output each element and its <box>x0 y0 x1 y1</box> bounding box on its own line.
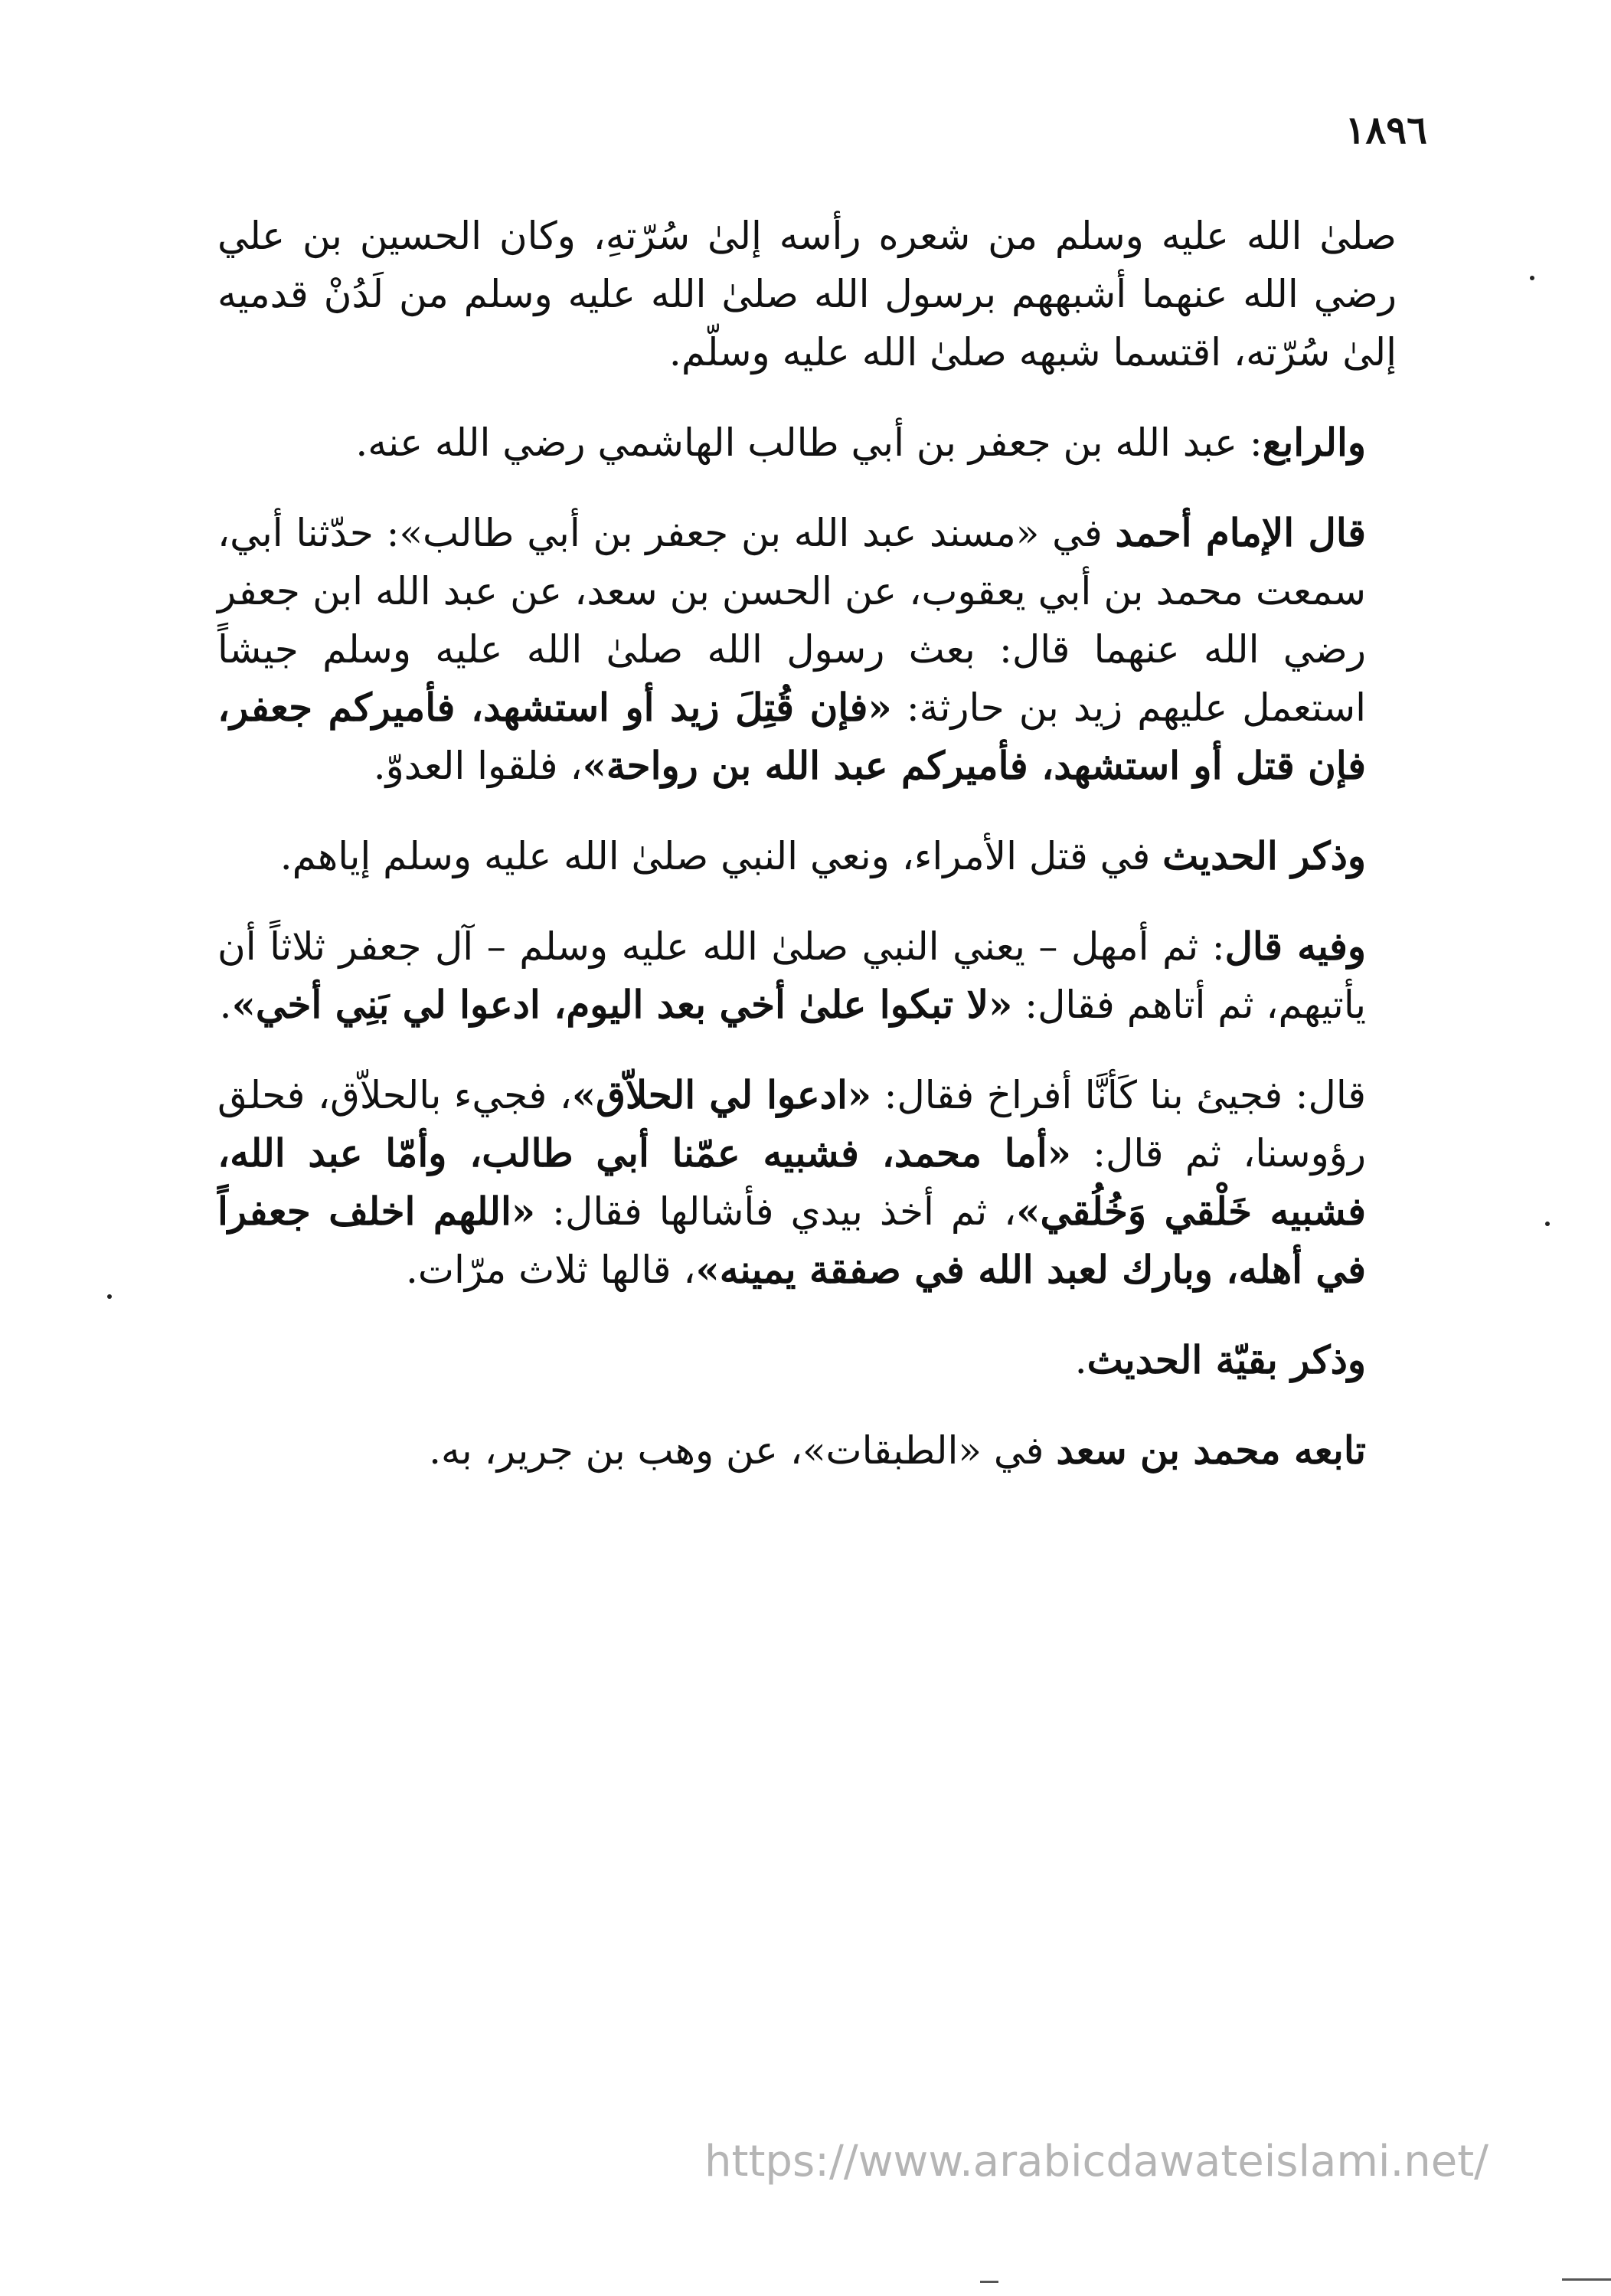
bold-run: وذكر الحديث <box>1162 833 1366 878</box>
bold-run: وذكر بقيّة الحديث <box>1087 1337 1366 1382</box>
bold-run: «ادعوا لي الحلاّق» <box>571 1072 872 1117</box>
paragraph-2 <box>217 414 1397 472</box>
text-run: ، فجيء بالحلاّق، فحلق رؤوسنا، ثم قال: <box>217 1073 1366 1176</box>
scan-edge-line <box>1562 2278 1611 2281</box>
bold-run: وفيه قال <box>1224 924 1367 969</box>
text-run: . <box>1074 1338 1087 1382</box>
scan-edge-line <box>980 2281 998 2283</box>
bold-run: والرابع <box>1262 420 1366 465</box>
text-run: قال: فجيئ بنا كَأنَّا أفراخ فقال: <box>871 1073 1366 1117</box>
bold-run: «فإن قُتِلَ زيد أو استشهد، فأميركم جعفر، فإن قتل أو استشهد، فأميركم عبد الله بن رواحة» <box>217 685 1366 788</box>
text-run: : ثم أمهل – يعني النبي صلىٰ الله عليه وسلم – آل جعفر ثلاثاً أن يأتيهم، ثم أتاهم فقال: <box>217 924 1366 1027</box>
text-run: ، قالها ثلاث مرّات. <box>405 1248 696 1292</box>
page-number: ١٨٩٦ <box>1345 107 1427 152</box>
text-run: . <box>219 983 232 1027</box>
bold-run: «لا تبكوا علىٰ أخي بعد اليوم، ادعوا لي بَنِي أخي» <box>231 982 1013 1027</box>
scan-speck <box>107 1294 112 1299</box>
paragraph-7 <box>217 1331 1397 1389</box>
paragraph-4 <box>217 827 1397 885</box>
paragraph-6 <box>217 1066 1397 1299</box>
bold-run: «أما محمد، فشبيه عمّنا أبي طالب، وأمّا عبد الله، فشبيه خَلْقي وَخُلُقي» <box>217 1130 1366 1234</box>
text-run: ، فلقوا العدوّ. <box>373 744 583 788</box>
bold-run: «اللهم اخلف جعفراً في أهله، وبارك لعبد الله في صفقة يمينه» <box>217 1189 1366 1292</box>
paragraph-8 <box>217 1421 1397 1480</box>
paragraph-1 <box>217 207 1397 381</box>
text-run: في «الطبقات»، عن وهب بن جرير، به. <box>429 1428 1057 1473</box>
scan-speck <box>1545 1222 1550 1226</box>
text-run: في «مسند عبد الله بن جعفر بن أبي طالب»: حدّثنا أبي، سمعت محمد بن أبي يعقوب، عن الحسن بن سعد، عن عبد الله ابن جعفر رضي الله عنهما قال: بعث رسول الله صلىٰ الله عليه وسلم جيشاً استعمل عليهم زيد بن حارثة: <box>217 511 1366 730</box>
paragraph-5 <box>217 917 1397 1034</box>
text-run: صلىٰ الله عليه وسلم من شعره رأسه إلىٰ سُرّتهِ، وكان الحسين بن علي رضي الله عنهما أشبههم برسول الله صلىٰ الله عليه وسلم من لَدُنْ قدميه إلىٰ سُرّته، اقتسما شبهه صلىٰ الله عليه وسلّم. <box>217 214 1397 374</box>
text-run: ، ثم أخذ بيدي فأشالها فقال: <box>535 1189 1017 1234</box>
bold-run: تابعه محمد بن سعد <box>1056 1428 1366 1473</box>
text-run: : عبد الله بن جعفر بن أبي طالب الهاشمي رضي الله عنه. <box>355 420 1263 465</box>
body-text <box>217 207 1397 1512</box>
text-run: في قتل الأمراء، ونعي النبي صلىٰ الله عليه وسلم إياهم. <box>279 834 1163 878</box>
watermark-url: https://www.arabicdawateislami.net/ <box>704 2137 1489 2186</box>
paragraph-3 <box>217 504 1397 795</box>
bold-run: قال الإمام أحمد <box>1115 510 1366 555</box>
scan-speck <box>1530 276 1534 280</box>
